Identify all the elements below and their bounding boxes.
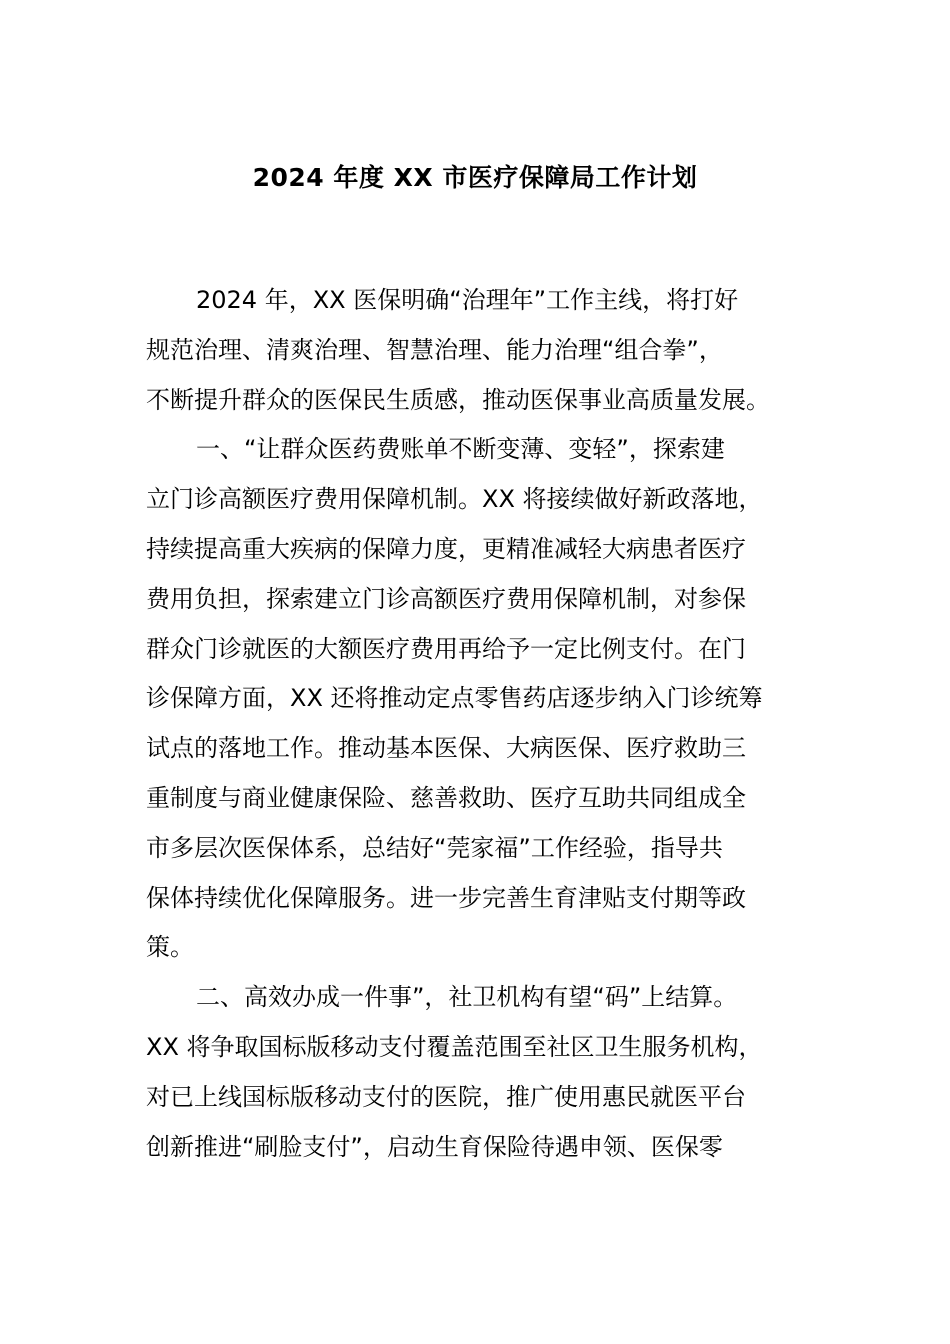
document-body (146, 276, 826, 1172)
body-line: 对已上线国标版移动支付的医院，推广使用惠民就医平台 (146, 1082, 746, 1111)
body-line: 群众门诊就医的大额医疗费用再给予一定比例支付。在门 (146, 634, 746, 663)
body-line: 策。 (146, 933, 194, 962)
body-line: 重制度与商业健康保险、慈善救助、医疗互助共同组成全 (146, 783, 746, 812)
body-line: 一、“让群众医药费账单不断变薄、变轻”，探索建 (196, 435, 725, 464)
body-line: 2024 年，XX 医保明确“治理年”工作主线，将打好 (196, 286, 739, 314)
body-line: 费用负担，探索建立门诊高额医疗费用保障机制，对参保 (146, 584, 746, 613)
body-line: 保体持续优化保障服务。进一步完善生育津贴支付期等政 (146, 883, 746, 912)
body-line: 诊保障方面，XX 还将推动定点零售药店逐步纳入门诊统筹 (146, 684, 763, 713)
body-line: 规范治理、清爽治理、智慧治理、能力治理“组合拳”， (146, 335, 723, 364)
document-title: 2024 年度 XX 市医疗保障局工作计划 (252, 163, 698, 192)
body-line: XX 将争取国标版移动支付覆盖范围至社区卫生服务机构， (146, 1032, 763, 1061)
body-line: 立门诊高额医疗费用保障机制。XX 将接续做好新政落地， (146, 485, 763, 514)
body-line: 市多层次医保体系，总结好“莞家福”工作经验，指导共 (146, 833, 723, 862)
body-line: 二、高效办成一件事”，社卫机构有望“码”上结算。 (196, 983, 738, 1012)
body-line: 持续提高重大疾病的保障力度，更精准减轻大病患者医疗 (146, 534, 746, 563)
body-line: 试点的落地工作。推动基本医保、大病医保、医疗救助三 (146, 734, 746, 763)
body-line: 不断提升群众的医保民生质感，推动医保事业高质量发展。 (146, 385, 770, 414)
body-line: 创新推进“刷脸支付”，启动生育保险待遇申领、医保零 (146, 1132, 723, 1161)
